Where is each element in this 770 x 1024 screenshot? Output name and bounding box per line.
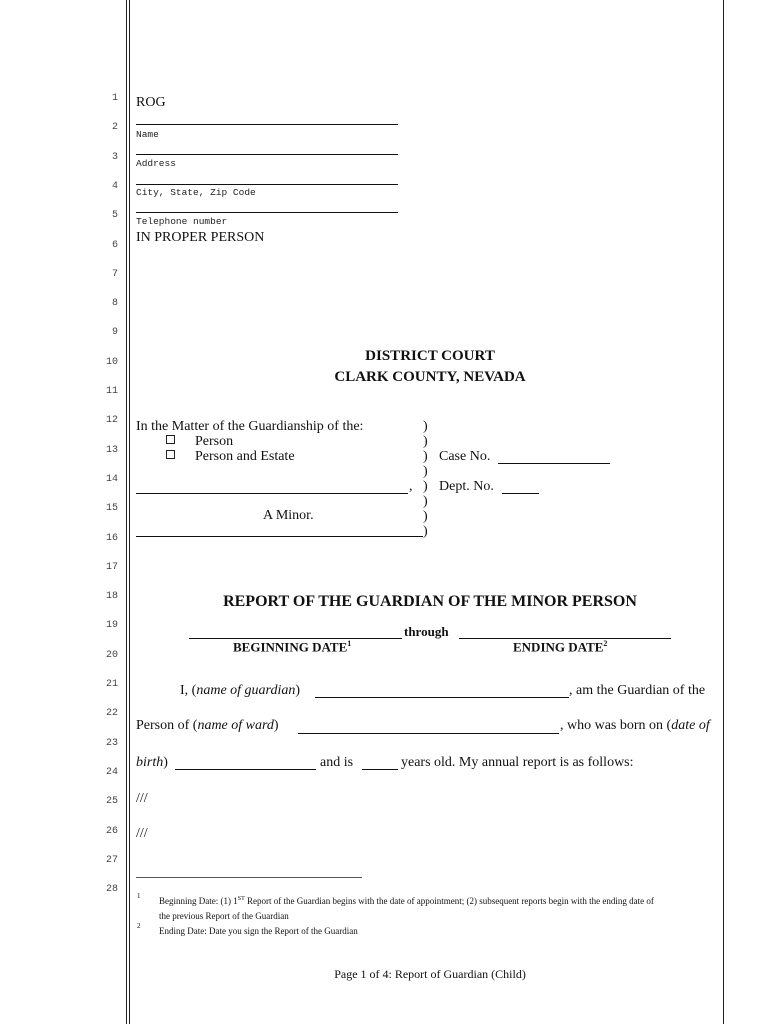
line-number: 21 xyxy=(105,679,118,690)
footnote-separator xyxy=(136,877,362,878)
line-number: 16 xyxy=(105,532,118,544)
line-number: 28 xyxy=(105,884,118,896)
line-number: 9 xyxy=(111,327,118,339)
ward-line-prefix: Person of (name of ward) xyxy=(136,718,279,733)
line-number: 25 xyxy=(105,796,118,808)
continuation-marks-1: /// xyxy=(136,791,148,806)
ending-date-label: ENDING DATE$^2$ xyxy=(513,639,608,655)
address-label: Address xyxy=(136,158,176,169)
footnote-1-continued: the previous Report of the Guardian xyxy=(159,911,289,921)
line-number: 18 xyxy=(105,591,118,603)
phone-label: Telephone number xyxy=(136,216,228,227)
line-number: 10 xyxy=(105,356,118,368)
filer-code: ROG xyxy=(136,95,166,110)
guardian-name-field[interactable] xyxy=(315,697,569,698)
footnote-1-mark: 1 xyxy=(137,892,141,900)
age-label: and is xyxy=(320,755,354,770)
caption-bottom-line xyxy=(136,536,423,537)
caption-parens: ) ) ) ) ) ) ) ) xyxy=(423,419,428,539)
line-number: 20 xyxy=(105,649,118,661)
continuation-marks-2: /// xyxy=(136,826,148,841)
name-line[interactable] xyxy=(136,124,398,125)
city-line[interactable] xyxy=(136,184,398,185)
option-person-label: Person xyxy=(195,434,234,449)
line-number: 24 xyxy=(105,766,118,778)
address-line[interactable] xyxy=(136,154,398,155)
line-number: 27 xyxy=(105,854,118,866)
city-label: City, State, Zip Code xyxy=(136,187,256,198)
line-number: 17 xyxy=(105,561,118,573)
court-county: CLARK COUNTY, NEVADA xyxy=(334,369,526,385)
annual-report-intro: years old. My annual report is as follows: xyxy=(401,755,634,770)
report-title: REPORT OF THE GUARDIAN OF THE MINOR PERSON xyxy=(223,593,637,610)
line-number: 14 xyxy=(105,473,118,485)
caption-matter: In the Matter of the Guardianship of the: xyxy=(136,419,364,434)
ward-name-line[interactable] xyxy=(136,493,408,494)
line-number: 7 xyxy=(111,268,118,280)
line-number: 5 xyxy=(111,210,118,222)
age-field[interactable] xyxy=(362,769,398,770)
name-label: Name xyxy=(136,129,159,140)
line-number: 15 xyxy=(105,503,118,515)
option-person-estate-label: Person and Estate xyxy=(195,449,295,464)
case-no-field[interactable] xyxy=(498,463,610,464)
dept-no-label: Dept. No. xyxy=(439,479,494,494)
minor-label: A Minor. xyxy=(263,508,314,523)
line-number: 11 xyxy=(105,386,118,397)
line-number: 13 xyxy=(105,444,118,456)
line-number: 4 xyxy=(111,180,118,192)
line-number: 22 xyxy=(105,708,118,720)
person-estate-checkbox[interactable] xyxy=(166,450,175,459)
footnote-1-text: Beginning Date: (1) 1ST Report of the Guardian begins with the date of appointment; (2) subsequent reports begin with the ending date of xyxy=(159,896,654,906)
line-number: 2 xyxy=(111,122,118,134)
birth-date-field[interactable] xyxy=(175,769,316,770)
line-number: 1 xyxy=(111,93,118,104)
left-margin-rule-inner xyxy=(129,0,130,1024)
person-checkbox[interactable] xyxy=(166,435,175,444)
line-number: 26 xyxy=(105,825,118,837)
right-margin-rule xyxy=(723,0,724,1024)
left-margin-rule xyxy=(126,0,127,1024)
page-footer: Page 1 of 4: Report of Guardian (Child) xyxy=(334,967,526,981)
option-person-estate[interactable] xyxy=(166,449,295,465)
through-label: through xyxy=(404,624,449,639)
phone-line[interactable] xyxy=(136,212,398,213)
ward-name-field[interactable] xyxy=(298,733,559,734)
caption-comma: , xyxy=(409,479,413,494)
option-person[interactable] xyxy=(166,434,233,450)
line-number: 12 xyxy=(105,415,118,427)
birth-line-prefix: birth) xyxy=(136,755,168,770)
line-number: 6 xyxy=(111,239,118,251)
line-number: 23 xyxy=(105,737,118,749)
ward-line-suffix: , who was born on (date of xyxy=(560,718,710,733)
line-number: 19 xyxy=(105,620,118,632)
footnote-2-mark: 2 xyxy=(137,922,141,930)
guardian-line-prefix: I, (name of guardian) xyxy=(180,683,301,698)
proper-person-status: IN PROPER PERSON xyxy=(136,230,265,245)
dept-no-field[interactable] xyxy=(502,493,539,494)
line-number: 8 xyxy=(111,298,118,310)
guardian-line-suffix: , am the Guardian of the xyxy=(569,683,706,698)
court-name: DISTRICT COURT xyxy=(365,348,495,364)
footnote-2-text: Ending Date: Date you sign the Report of the Guardian xyxy=(159,926,358,936)
case-no-label: Case No. xyxy=(439,449,491,464)
line-number: 3 xyxy=(111,151,118,163)
beginning-date-label: BEGINNING DATE$^1$ xyxy=(233,639,352,655)
